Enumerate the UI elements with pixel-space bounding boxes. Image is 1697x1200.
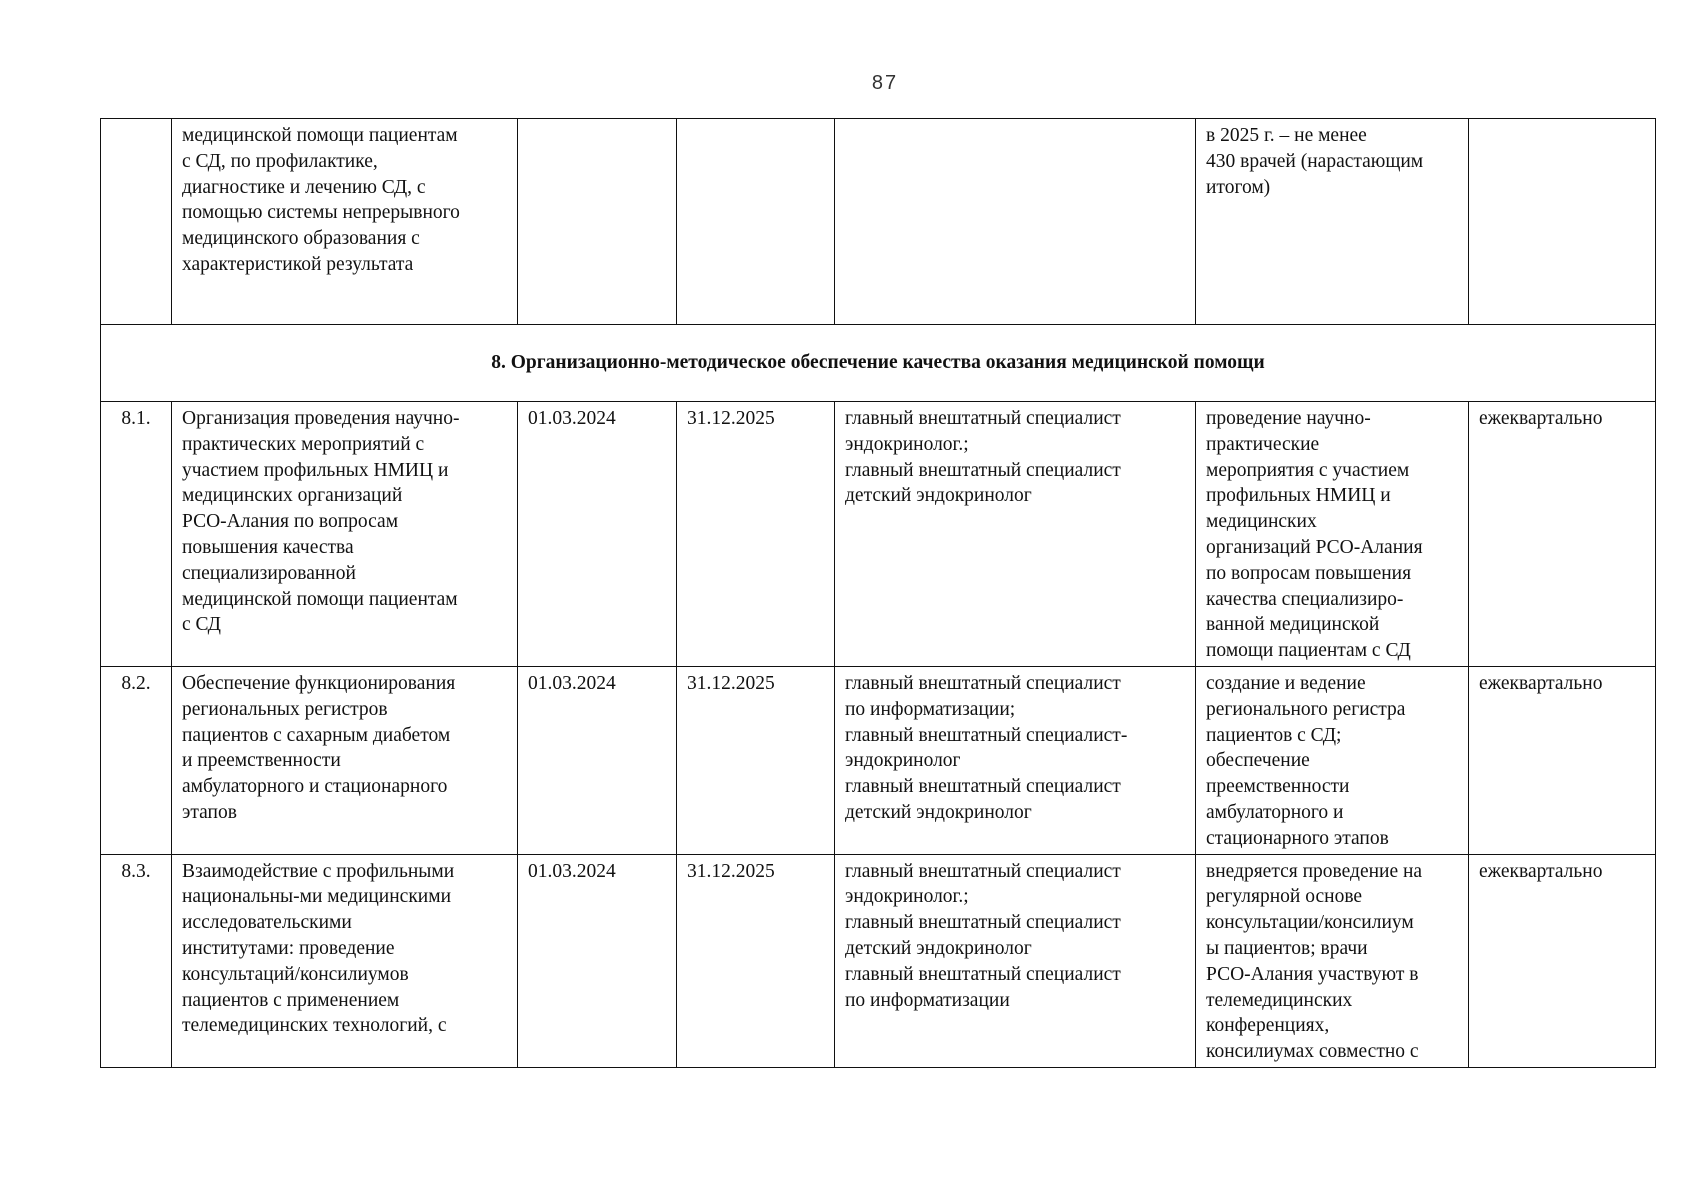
description-cell: Организация проведения научно- практических мероприятий с участием профильных НМИЦ и медицинских организаций РСО-Алания по вопросам повышения качества специализированной медицинской помощи пациентам с СД: [172, 402, 518, 667]
page-number: 87: [871, 72, 899, 94]
responsible-cell: главный внештатный специалист по информатизации; главный внештатный специалист- эндокринолог главный внештатный специалист детский эндокринолог: [835, 666, 1196, 854]
frequency-cell: ежеквартально: [1469, 402, 1656, 667]
responsible-cell: главный внештатный специалист эндокринолог.; главный внештатный специалист детский эндокринолог: [835, 402, 1196, 667]
start-date-cell: 01.03.2024: [518, 666, 677, 854]
action-plan-table: [100, 118, 1656, 1068]
description-cell: Обеспечение функционирования региональных регистров пациентов с сахарным диабетом и преемственности амбулаторного и стационарного этапов: [172, 666, 518, 854]
table-row-continued: [101, 119, 1656, 325]
row-number-cell: 8.3.: [101, 854, 172, 1067]
frequency-cell: ежеквартально: [1469, 854, 1656, 1067]
start-date-cell: [518, 119, 677, 325]
row-number-cell: 8.1.: [101, 402, 172, 667]
row-number-cell: [101, 119, 172, 325]
responsible-cell: [835, 119, 1196, 325]
start-date-cell: 01.03.2024: [518, 402, 677, 667]
result-cell: внедряется проведение на регулярной основе консультации/консилиум ы пациентов; врачи РСО-Алания участвуют в телемедицинских конференциях, консилиумах совместно с: [1196, 854, 1469, 1067]
start-date-cell: 01.03.2024: [518, 854, 677, 1067]
section-row: [101, 325, 1656, 402]
end-date-cell: [677, 119, 835, 325]
result-cell: проведение научно- практические мероприятия с участием профильных НМИЦ и медицинских организаций РСО-Алания по вопросам повышения качества специализиро- ванной медицинской помощи пациентам с СД: [1196, 402, 1469, 667]
result-cell: создание и ведение регионального регистра пациентов с СД; обеспечение преемственности амбулаторного и стационарного этапов: [1196, 666, 1469, 854]
section-title: 8. Организационно-методическое обеспечение качества оказания медицинской помощи: [101, 325, 1656, 402]
end-date-cell: 31.12.2025: [677, 854, 835, 1067]
frequency-cell: [1469, 119, 1656, 325]
row-number-cell: 8.2.: [101, 666, 172, 854]
table-row: [101, 666, 1656, 854]
end-date-cell: 31.12.2025: [677, 402, 835, 667]
responsible-cell: главный внештатный специалист эндокринолог.; главный внештатный специалист детский эндокринолог главный внештатный специалист по информатизации: [835, 854, 1196, 1067]
description-cell: медицинской помощи пациентам с СД, по профилактике, диагностике и лечению СД, с помощью системы непрерывного медицинского образования с характеристикой результата: [172, 119, 518, 325]
result-cell: в 2025 г. – не менее 430 врачей (нарастающим итогом): [1196, 119, 1469, 325]
end-date-cell: 31.12.2025: [677, 666, 835, 854]
frequency-cell: ежеквартально: [1469, 666, 1656, 854]
table-row: [101, 402, 1656, 667]
description-cell: Взаимодействие с профильными национальны-ми медицинскими исследовательскими институтами: проведение консультаций/консилиумов пациентов с применением телемедицинских технологий, с: [172, 854, 518, 1067]
table-row: [101, 854, 1656, 1067]
